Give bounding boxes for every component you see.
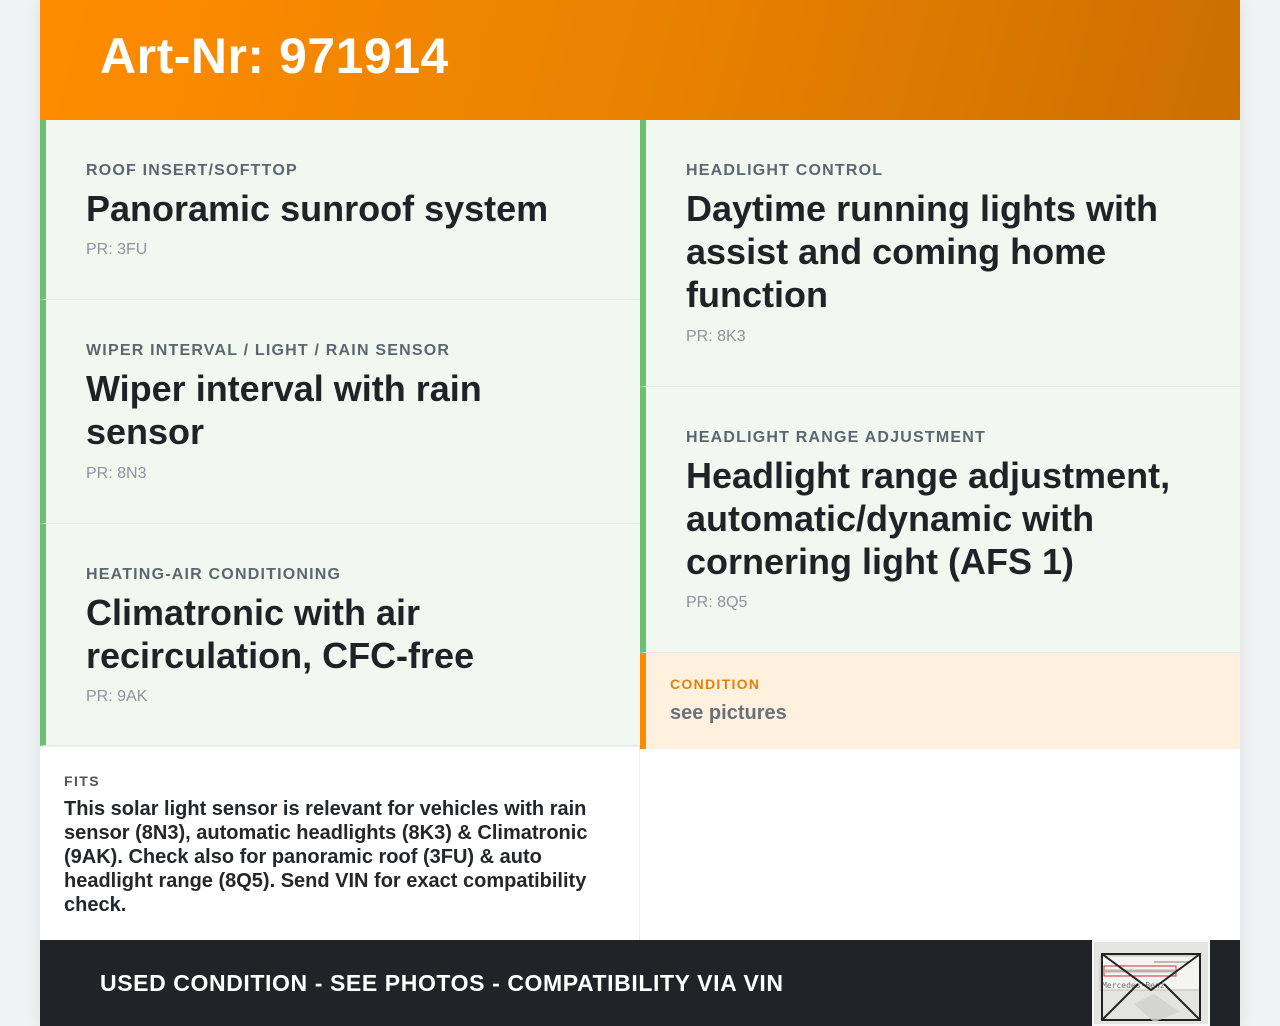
options-column-left: [40, 120, 640, 940]
article-number: Art-Nr: 971914: [100, 28, 449, 84]
product-sheet: [40, 0, 1240, 1026]
option-category: HEADLIGHT CONTROL: [686, 162, 884, 179]
condition-panel: [640, 653, 1240, 749]
option-pr-code: PR: 8Q5: [686, 594, 748, 611]
option-pr-code: PR: 8K3: [686, 328, 746, 345]
option-category: HEADLIGHT RANGE ADJUSTMENT: [686, 429, 986, 446]
option-card: [640, 120, 1240, 387]
option-title: Daytime running lights with assist and coming home function: [686, 188, 1159, 315]
condition-label: CONDITION: [670, 676, 761, 692]
option-pr-code: PR: 3FU: [86, 241, 148, 258]
option-title: Headlight range adjustment, automatic/dynamic with cornering light (AFS 1): [686, 455, 1171, 582]
option-category: HEATING-AIR CONDITIONING: [86, 566, 342, 583]
options-column-right: [640, 120, 1240, 940]
footer-text: USED CONDITION - SEE PHOTOS - COMPATIBILITY VIA VIN: [100, 970, 784, 996]
option-card: [640, 387, 1240, 653]
option-title: Wiper interval with rain sensor: [86, 368, 482, 452]
product-photo-thumbnail[interactable]: [1092, 940, 1210, 1026]
condition-value: see pictures: [670, 702, 787, 724]
option-category: ROOF INSERT/SOFTTOP: [86, 162, 298, 179]
fits-description: This solar light sensor is relevant for vehicles with rain sensor (8N3), automatic headlights (8K3) & Climatronic (9AK). Check also for panoramic roof (3FU) & auto headlight range (8Q5). Send VIN for exact compatibility check.: [64, 798, 588, 916]
thumbnail-brand-text: Mercedes-Benz: [1102, 981, 1165, 990]
option-card: [40, 300, 640, 524]
header-banner: [40, 0, 1240, 120]
option-category: WIPER INTERVAL / LIGHT / RAIN SENSOR: [86, 342, 451, 359]
label-photo-icon: [1094, 942, 1208, 1024]
option-card: [40, 120, 640, 300]
option-pr-code: PR: 8N3: [86, 465, 147, 482]
option-pr-code: PR: 9AK: [86, 688, 148, 705]
fits-label: FITS: [64, 773, 100, 789]
fits-panel: [40, 746, 640, 940]
option-title: Climatronic with air recirculation, CFC-free: [86, 592, 475, 676]
option-card: [40, 524, 640, 746]
options-grid: [40, 120, 1240, 940]
option-title: Panoramic sunroof system: [86, 188, 549, 229]
footer-bar: [40, 940, 1240, 1026]
